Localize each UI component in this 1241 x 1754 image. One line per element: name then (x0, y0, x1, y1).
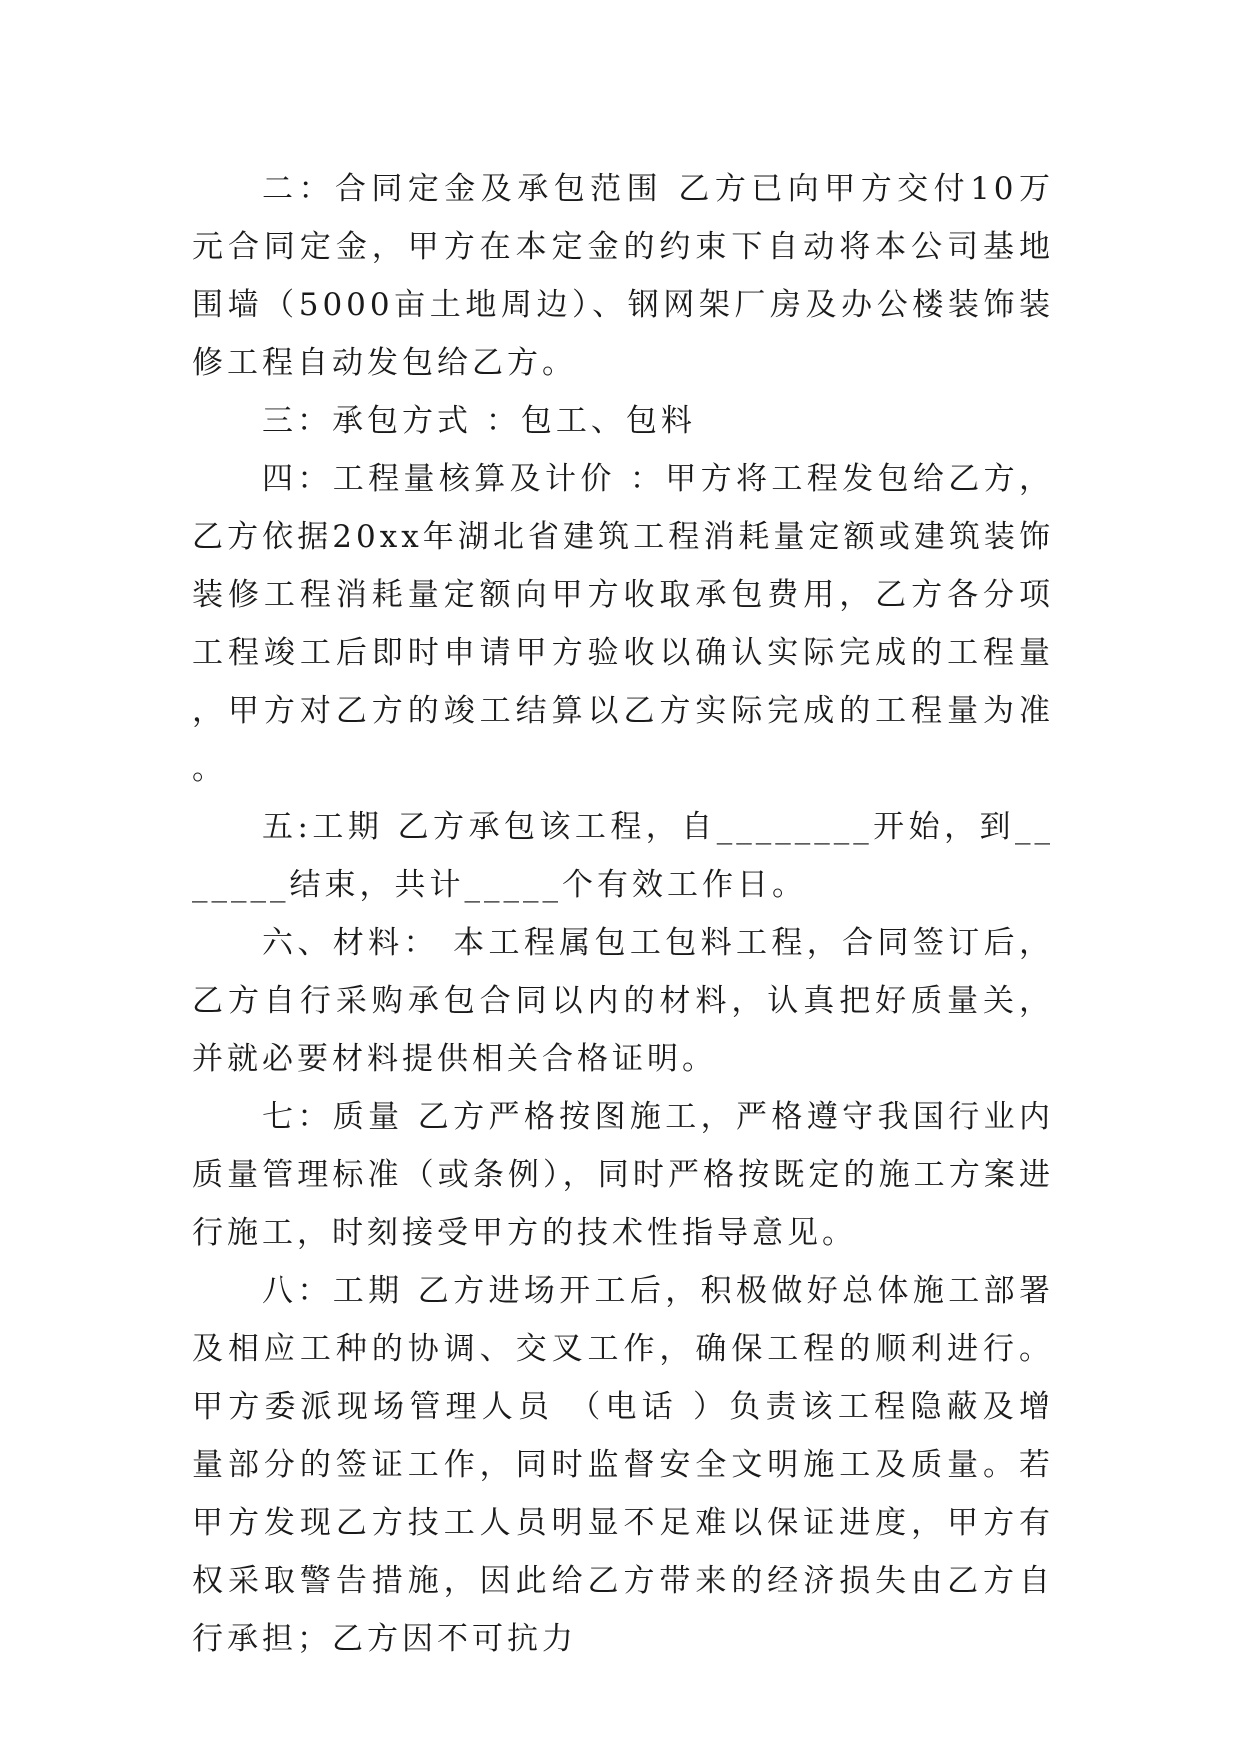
document-body (192, 160, 1054, 1668)
clause-4-quantity-pricing: 四：工程量核算及计价 ：甲方将工程发包给乙方，乙方依据20xx年湖北省建筑工程消耗量定额或建筑装饰装修工程消耗量定额向甲方收取承包费用，乙方各分项工程竣工后即时申请甲方验收以确认实际完成的工程量，甲方对乙方的竣工结算以乙方实际完成的工程量为准。 (192, 461, 1054, 787)
clause-2-deposit-scope: 二：合同定金及承包范围 乙方已向甲方交付10万元合同定金，甲方在本定金的约束下自动将本公司基地围墙（5000亩土地周边）、钢网架厂房及办公楼装饰装修工程自动发包给乙方。 (192, 171, 1054, 381)
clause-8-construction-period: 八：工期 乙方进场开工后，积极做好总体施工部署及相应工种的协调、交叉工作，确保工程的顺利进行。甲方委派现场管理人员 （电话 ）负责该工程隐蔽及增量部分的签证工作，同时监督安全文明施工及质量。若甲方发现乙方技工人员明显不足难以保证进度，甲方有权采取警告措施，因此给乙方带来的经济损失由乙方自行承担；乙方因不可抗力 (192, 1273, 1054, 1657)
clause-6-materials: 六、材料： 本工程属包工包料工程，合同签订后，乙方自行采购承包合同以内的材料，认真把好质量关，并就必要材料提供相关合格证明。 (192, 925, 1054, 1077)
clause-7-quality: 七：质量 乙方严格按图施工，严格遵守我国行业内质量管理标准（或条例），同时严格按既定的施工方案进行施工，时刻接受甲方的技术性指导意见。 (192, 1099, 1054, 1251)
clause-5-schedule: 五:工期 乙方承包该工程，自________开始，到_______结束，共计_____个有效工作日。 (192, 809, 1054, 903)
clause-3-contract-method: 三：承包方式 ：包工、包料 (262, 403, 696, 439)
